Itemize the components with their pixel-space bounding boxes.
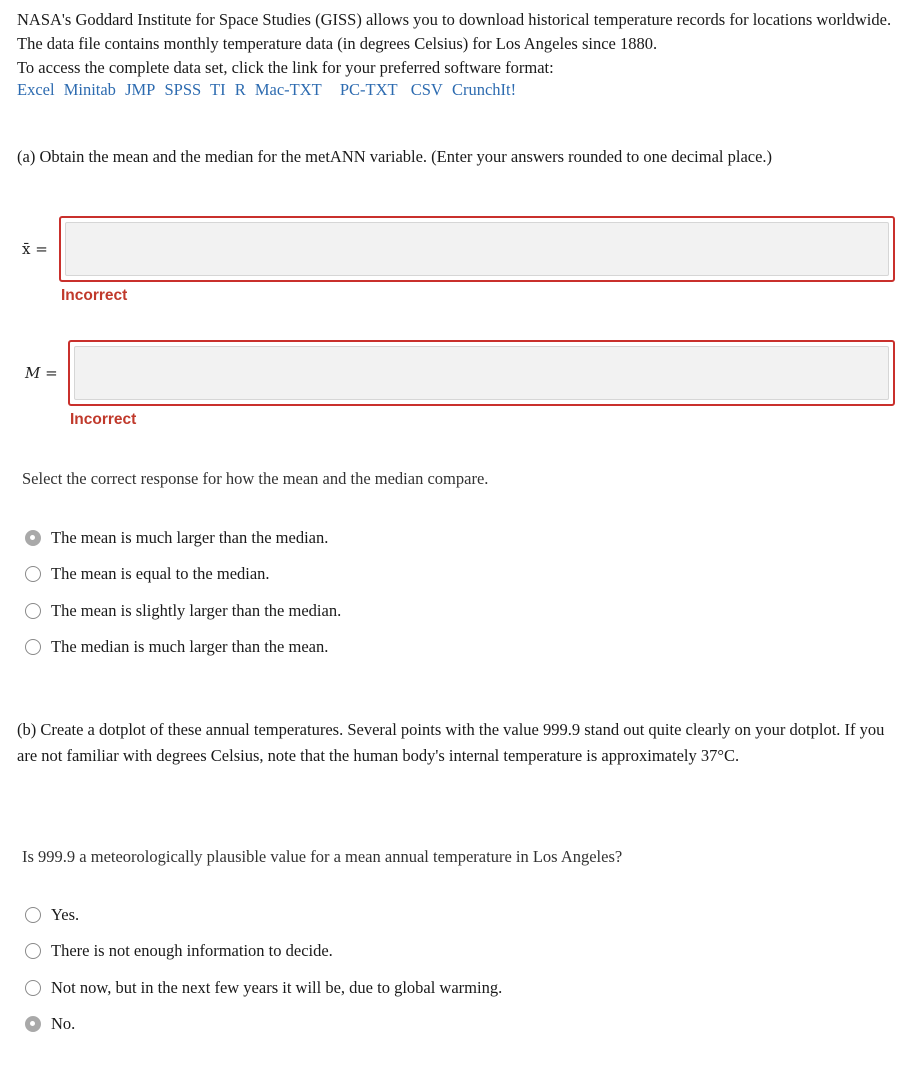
plausible-choice-2[interactable] <box>25 939 333 963</box>
median-feedback: Incorrect <box>70 411 137 428</box>
choice-label: Yes. <box>51 905 80 924</box>
choice-label: Not now, but in the next few years it will be, due to global warming. <box>51 978 503 997</box>
radio-button[interactable] <box>25 603 41 619</box>
choice-label: The median is much larger than the mean. <box>51 637 329 656</box>
median-input-wrapper <box>74 346 889 400</box>
radio-button[interactable] <box>25 907 41 923</box>
choice-label: The mean is equal to the median. <box>51 564 270 583</box>
compare-prompt: Select the correct response for how the mean and the median compare. <box>22 469 489 488</box>
radio-button[interactable] <box>25 980 41 996</box>
link-ti[interactable]: TI <box>210 80 226 99</box>
mean-label: x̄ = <box>22 240 48 258</box>
compare-choice-2[interactable] <box>25 562 270 586</box>
radio-button-selected[interactable] <box>25 1016 41 1032</box>
link-jmp[interactable]: JMP <box>125 80 156 99</box>
intro-text <box>17 8 897 80</box>
link-r[interactable]: R <box>234 80 246 99</box>
mean-answer-box <box>59 216 895 282</box>
compare-choice-3[interactable] <box>25 599 341 623</box>
plausible-choice-1[interactable] <box>25 903 79 927</box>
plausible-choice-4[interactable] <box>25 1012 75 1036</box>
choice-label: The mean is much larger than the median. <box>51 528 329 547</box>
median-answer-box <box>68 340 895 406</box>
radio-button[interactable] <box>25 639 41 655</box>
link-excel[interactable]: Excel <box>17 80 55 99</box>
median-input[interactable] <box>75 347 888 399</box>
median-label: M = <box>25 364 58 382</box>
mean-input[interactable] <box>66 223 888 275</box>
link-spss[interactable]: SPSS <box>164 80 202 99</box>
link-minitab[interactable]: Minitab <box>63 80 116 99</box>
data-format-links <box>17 78 521 102</box>
intro-line-2: To access the complete data set, click the link for your preferred software format: <box>17 58 554 77</box>
part-a-question: (a) Obtain the mean and the median for the metANN variable. (Enter your answers rounded to one decimal place.) <box>17 147 773 166</box>
radio-button-selected[interactable] <box>25 530 41 546</box>
plausible-prompt: Is 999.9 a meteorologically plausible value for a mean annual temperature in Los Angeles? <box>22 847 623 866</box>
mean-feedback: Incorrect <box>61 287 128 304</box>
plausible-choice-3[interactable] <box>25 976 502 1000</box>
radio-button[interactable] <box>25 943 41 959</box>
mean-input-wrapper <box>65 222 889 276</box>
link-csv[interactable]: CSV <box>410 80 443 99</box>
link-pc-txt[interactable]: PC-TXT <box>339 80 398 99</box>
choice-label: There is not enough information to decide. <box>51 941 333 960</box>
link-mac-txt[interactable]: Mac-TXT <box>254 80 322 99</box>
radio-button[interactable] <box>25 566 41 582</box>
link-crunchit[interactable]: CrunchIt! <box>451 80 517 99</box>
choice-label: The mean is slightly larger than the median. <box>51 601 342 620</box>
compare-choice-1[interactable] <box>25 526 328 550</box>
part-b-question <box>17 717 897 769</box>
part-b-text: (b) Create a dotplot of these annual temperatures. Several points with the value 999.9 stand out quite clearly on your dotplot. If you are not familiar with degrees Celsius, note that the human body's internal temperature is approximately 37°C. <box>17 720 885 765</box>
choice-label: No. <box>51 1014 76 1033</box>
intro-line-1: NASA's Goddard Institute for Space Studies (GISS) allows you to download historical temperature records for locations worldwide. The data file contains monthly temperature data (in degrees Celsius) for Los Angeles since 1880. <box>17 10 892 53</box>
compare-choice-4[interactable] <box>25 635 328 659</box>
